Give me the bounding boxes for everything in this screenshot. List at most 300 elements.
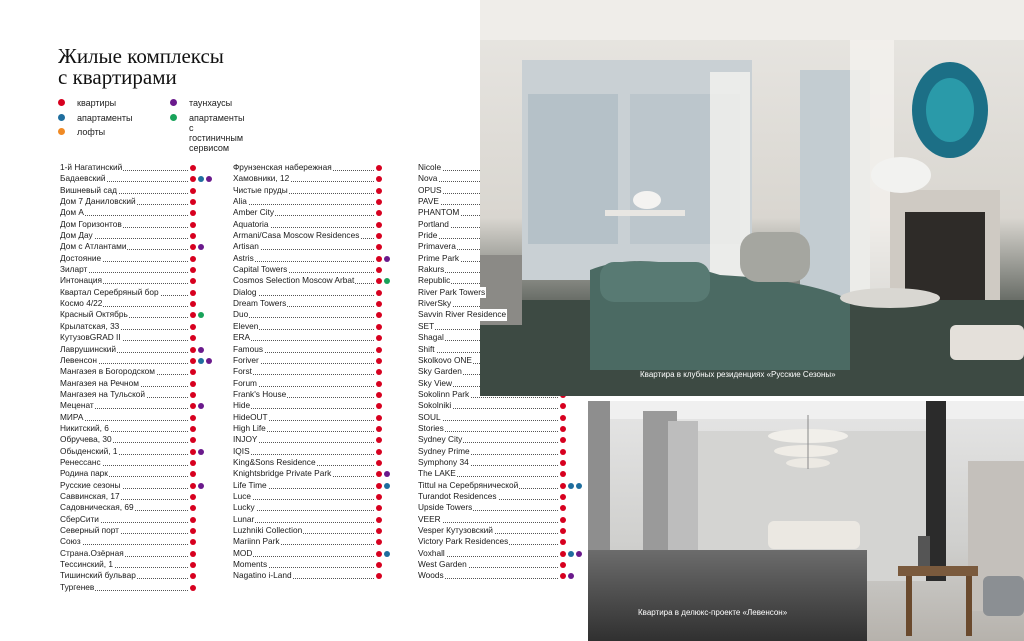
apartments-marker-icon bbox=[190, 358, 196, 364]
aparts-marker-icon bbox=[198, 176, 204, 182]
apartments-marker-icon bbox=[560, 483, 566, 489]
apartments-marker-icon bbox=[190, 426, 196, 432]
complex-name: PHANTOM bbox=[418, 207, 460, 218]
list-item bbox=[60, 162, 210, 173]
type-markers bbox=[190, 324, 196, 330]
apartments-marker-icon bbox=[376, 437, 382, 443]
list-item bbox=[233, 559, 393, 570]
complex-name: Luce bbox=[233, 490, 251, 501]
photo-caption: Квартира в делюкс-проекте «Левенсон» bbox=[638, 608, 788, 617]
type-markers bbox=[376, 403, 382, 409]
type-markers bbox=[376, 290, 382, 296]
list-item bbox=[418, 434, 580, 445]
type-markers bbox=[190, 347, 204, 353]
list-item bbox=[233, 219, 393, 230]
complex-name: Фрунзенская набережная bbox=[233, 162, 332, 172]
apartments-marker-icon bbox=[560, 449, 566, 455]
type-markers bbox=[560, 562, 566, 568]
complex-name: Sky Garden bbox=[418, 366, 462, 377]
list-item bbox=[418, 514, 580, 525]
legend-label: таунхаусы bbox=[189, 98, 233, 108]
type-markers bbox=[376, 551, 390, 557]
apartments-marker-icon bbox=[376, 188, 382, 194]
apartments-marker-icon bbox=[376, 517, 382, 523]
list-item bbox=[60, 173, 210, 184]
apartments-marker-icon bbox=[190, 278, 196, 284]
list-item bbox=[60, 309, 210, 320]
type-markers bbox=[376, 392, 382, 398]
apartments-marker-icon bbox=[190, 471, 196, 477]
complex-name: Armani/Casa Moscow Residences bbox=[233, 230, 360, 241]
type-markers bbox=[376, 199, 382, 205]
complex-name: Mariinn Park bbox=[233, 536, 280, 547]
complex-name: Союз bbox=[60, 536, 81, 547]
apartments-marker-icon bbox=[376, 324, 382, 330]
list-item bbox=[418, 400, 580, 411]
complex-name: Дом Горизонтов bbox=[60, 218, 122, 229]
list-item bbox=[233, 207, 393, 218]
type-markers bbox=[560, 528, 566, 534]
apartments-marker-icon bbox=[376, 471, 382, 477]
list-item bbox=[60, 264, 210, 275]
type-markers bbox=[560, 426, 566, 432]
aparts-marker-icon bbox=[568, 483, 574, 489]
type-markers bbox=[560, 471, 566, 477]
complex-name: SET bbox=[418, 320, 435, 331]
complex-name: Woods bbox=[418, 570, 444, 581]
type-markers bbox=[560, 573, 574, 579]
list-item bbox=[233, 162, 393, 173]
list-item bbox=[60, 355, 210, 366]
type-markers bbox=[190, 267, 196, 273]
complex-name: OPUS bbox=[418, 184, 442, 195]
apartments-marker-icon bbox=[190, 483, 196, 489]
apartments-marker-icon bbox=[376, 267, 382, 273]
list-item bbox=[418, 548, 580, 559]
complex-name: Prime Park bbox=[418, 252, 460, 263]
apartments-marker-icon bbox=[560, 494, 566, 500]
type-markers bbox=[190, 483, 204, 489]
apartments-marker-icon bbox=[560, 403, 566, 409]
list-item bbox=[233, 287, 393, 298]
apartments-marker-icon bbox=[376, 210, 382, 216]
type-markers bbox=[560, 403, 566, 409]
type-markers bbox=[376, 528, 382, 534]
list-item bbox=[233, 434, 393, 445]
apartments-marker-icon bbox=[190, 415, 196, 421]
aparts-marker-icon bbox=[576, 483, 582, 489]
list-item bbox=[60, 514, 210, 525]
dot-leader bbox=[233, 408, 374, 409]
type-markers bbox=[376, 324, 382, 330]
townhouses-marker-icon bbox=[198, 347, 204, 353]
complex-name: MOD bbox=[233, 547, 253, 558]
type-markers bbox=[190, 176, 212, 182]
complex-name: Savvin River Residence bbox=[418, 309, 507, 320]
complex-name: Upside Towers bbox=[418, 502, 473, 513]
dot-leader bbox=[233, 340, 374, 341]
complex-name: Sokolinn Park bbox=[418, 388, 470, 399]
list-item bbox=[233, 378, 393, 389]
complex-name: Саввинская, 17 bbox=[60, 490, 120, 501]
list-item bbox=[60, 491, 210, 502]
type-markers bbox=[376, 369, 382, 375]
orange-dot-icon bbox=[58, 128, 65, 135]
list-item bbox=[233, 457, 393, 468]
list-item bbox=[233, 366, 393, 377]
townhouses-marker-icon bbox=[384, 256, 390, 262]
apartments-marker-icon bbox=[560, 471, 566, 477]
complex-name: Дом А bbox=[60, 207, 84, 218]
type-markers bbox=[190, 585, 196, 591]
list-item bbox=[233, 230, 393, 241]
complex-name: ERA bbox=[233, 332, 251, 343]
legend-item-lofts bbox=[58, 127, 105, 137]
complex-name: Dream Towers bbox=[233, 298, 287, 309]
apartments-marker-icon bbox=[376, 505, 382, 511]
complex-name: PAVE bbox=[418, 196, 439, 207]
complex-name: Тессинский, 1 bbox=[60, 559, 114, 570]
apartments-marker-icon bbox=[376, 528, 382, 534]
complex-name: Frank's House bbox=[233, 388, 287, 399]
apartments-marker-icon bbox=[376, 358, 382, 364]
complex-name: Бадаевский bbox=[60, 173, 106, 184]
townhouses-marker-icon bbox=[576, 551, 582, 557]
apartments-marker-icon bbox=[190, 210, 196, 216]
apartments-marker-icon bbox=[376, 233, 382, 239]
list-item bbox=[60, 389, 210, 400]
apartments-marker-icon bbox=[190, 517, 196, 523]
complex-name: Shift bbox=[418, 343, 435, 354]
complex-name: Дом Дау bbox=[60, 230, 93, 241]
complex-name: Hide bbox=[233, 400, 251, 411]
apartments-marker-icon bbox=[376, 222, 382, 228]
list-item bbox=[60, 446, 210, 457]
list-item bbox=[60, 344, 210, 355]
list-item bbox=[233, 275, 393, 286]
type-markers bbox=[190, 358, 212, 364]
complex-name: Forum bbox=[233, 377, 257, 388]
list-item bbox=[418, 502, 580, 513]
apartments-marker-icon bbox=[560, 528, 566, 534]
type-markers bbox=[560, 483, 582, 489]
complex-name: Lucky bbox=[233, 502, 255, 513]
list-item bbox=[60, 287, 210, 298]
complex-name: Красный Октябрь bbox=[60, 309, 128, 320]
list-item bbox=[60, 570, 210, 581]
list-item bbox=[60, 298, 210, 309]
list-item bbox=[418, 536, 580, 547]
serviced-marker-icon bbox=[384, 278, 390, 284]
complex-name: Duo bbox=[233, 309, 249, 320]
apartments-marker-icon bbox=[190, 301, 196, 307]
list-item bbox=[60, 230, 210, 241]
complex-name: Life Time bbox=[233, 479, 267, 490]
apartments-marker-icon bbox=[560, 539, 566, 545]
complex-name: Мангазея в Богородском bbox=[60, 366, 155, 377]
complex-name: Moments bbox=[233, 559, 268, 570]
complex-name: Knightsbridge Private Park bbox=[233, 468, 332, 479]
type-markers bbox=[376, 335, 382, 341]
complex-name: Страна.Озёрная bbox=[60, 547, 124, 558]
townhouses-marker-icon bbox=[206, 176, 212, 182]
complex-name: King&Sons Residence bbox=[233, 456, 316, 467]
complex-name: River Park Towers bbox=[418, 286, 486, 297]
complex-name: Portland bbox=[418, 218, 449, 229]
complex-name: Aquatoria bbox=[233, 218, 269, 229]
type-markers bbox=[190, 210, 196, 216]
list-item bbox=[418, 480, 580, 491]
complex-name: Shagal bbox=[418, 332, 444, 343]
list-item bbox=[60, 321, 210, 332]
type-markers bbox=[190, 415, 196, 421]
complex-name: Dialog bbox=[233, 286, 257, 297]
apartments-marker-icon bbox=[376, 415, 382, 421]
complex-name: МИРА bbox=[60, 411, 84, 422]
apartments-marker-icon bbox=[560, 573, 566, 579]
type-markers bbox=[190, 449, 204, 455]
list-item bbox=[418, 423, 580, 434]
apartments-marker-icon bbox=[190, 267, 196, 273]
type-markers bbox=[190, 301, 196, 307]
complex-name: Victory Park Residences bbox=[418, 536, 509, 547]
type-markers bbox=[190, 573, 196, 579]
type-markers bbox=[190, 517, 196, 523]
complex-name: Тургенев bbox=[60, 581, 95, 592]
list-item bbox=[233, 344, 393, 355]
complex-name: Зиларт bbox=[60, 264, 88, 275]
list-item bbox=[60, 548, 210, 559]
townhouses-marker-icon bbox=[198, 483, 204, 489]
apartments-marker-icon bbox=[560, 460, 566, 466]
complex-name: HideOUT bbox=[233, 411, 268, 422]
list-item bbox=[60, 400, 210, 411]
list-item bbox=[418, 412, 580, 423]
type-markers bbox=[376, 176, 382, 182]
type-markers bbox=[190, 505, 196, 511]
type-markers bbox=[376, 358, 382, 364]
type-markers bbox=[376, 494, 382, 500]
list-item bbox=[233, 298, 393, 309]
title-line-1: Жилые комплексы bbox=[58, 44, 224, 68]
complex-name: Luzhniki Collection bbox=[233, 525, 303, 535]
list-item bbox=[233, 264, 393, 275]
apartments-marker-icon bbox=[190, 165, 196, 171]
list-item bbox=[233, 400, 393, 411]
complex-name: Sydney Prime bbox=[418, 445, 470, 456]
apartments-marker-icon bbox=[190, 369, 196, 375]
type-markers bbox=[190, 426, 196, 432]
type-markers bbox=[376, 244, 382, 250]
type-markers bbox=[376, 301, 382, 307]
dot-leader bbox=[233, 204, 374, 205]
apartments-marker-icon bbox=[376, 244, 382, 250]
complex-name: СберСити bbox=[60, 513, 99, 524]
apartments-marker-icon bbox=[376, 312, 382, 318]
list-item bbox=[233, 389, 393, 400]
complex-name: Обыденский, 1 bbox=[60, 445, 118, 456]
type-markers bbox=[560, 449, 566, 455]
purple-dot-icon bbox=[170, 99, 177, 106]
type-markers bbox=[376, 437, 382, 443]
apartments-marker-icon bbox=[376, 562, 382, 568]
complex-name: Primavera bbox=[418, 241, 456, 252]
townhouses-marker-icon bbox=[198, 403, 204, 409]
complex-name: Astris bbox=[233, 252, 254, 263]
apartments-marker-icon bbox=[560, 517, 566, 523]
apartments-marker-icon bbox=[560, 551, 566, 557]
apartments-marker-icon bbox=[376, 426, 382, 432]
type-markers bbox=[190, 233, 196, 239]
list-item bbox=[60, 457, 210, 468]
complex-name: Republic bbox=[418, 275, 451, 286]
apartments-marker-icon bbox=[190, 573, 196, 579]
type-markers bbox=[376, 449, 382, 455]
photo-caption: Квартира в клубных резиденциях «Русские Сезоны» bbox=[640, 370, 836, 379]
apartments-marker-icon bbox=[560, 415, 566, 421]
complex-list-column-2 bbox=[233, 162, 393, 582]
complex-name: Чистые пруды bbox=[233, 184, 288, 195]
type-markers bbox=[560, 517, 566, 523]
page-title bbox=[58, 46, 224, 88]
list-item bbox=[60, 480, 210, 491]
aparts-marker-icon bbox=[384, 551, 390, 557]
complex-name: Skolkovo ONE bbox=[418, 354, 472, 365]
complex-name: Forst bbox=[233, 366, 252, 377]
list-item bbox=[60, 196, 210, 207]
list-item bbox=[233, 321, 393, 332]
complex-name: RiverSky bbox=[418, 298, 452, 309]
complex-name: Космо 4/22 bbox=[60, 298, 103, 309]
apartments-marker-icon bbox=[560, 562, 566, 568]
legend-item-serviced bbox=[170, 113, 244, 153]
type-markers bbox=[376, 562, 382, 568]
complex-name: Интонация bbox=[60, 275, 102, 286]
complex-name: The LAKE bbox=[418, 468, 456, 479]
complex-name: Садовническая, 69 bbox=[60, 502, 134, 513]
list-item bbox=[233, 423, 393, 434]
type-markers bbox=[376, 312, 382, 318]
serviced-marker-icon bbox=[198, 312, 204, 318]
apartments-marker-icon bbox=[376, 256, 382, 262]
type-markers bbox=[190, 188, 196, 194]
type-markers bbox=[190, 165, 196, 171]
list-item bbox=[233, 446, 393, 457]
apartments-marker-icon bbox=[190, 381, 196, 387]
complex-name: Stories bbox=[418, 422, 444, 433]
apartments-marker-icon bbox=[560, 505, 566, 511]
apartments-marker-icon bbox=[190, 437, 196, 443]
type-markers bbox=[190, 539, 196, 545]
legend-label: лофты bbox=[77, 127, 106, 137]
legend-item-apartments bbox=[58, 98, 116, 108]
complex-name: Лаврушинский bbox=[60, 343, 117, 354]
type-markers bbox=[190, 403, 204, 409]
complex-name: High Life bbox=[233, 422, 266, 433]
complex-name: Cosmos Selection Moscow Arbat bbox=[233, 275, 355, 286]
apartments-marker-icon bbox=[190, 449, 196, 455]
complex-name: Хамовники, 12 bbox=[233, 173, 290, 184]
type-markers bbox=[560, 437, 566, 443]
dot-leader bbox=[233, 317, 374, 318]
apartments-marker-icon bbox=[190, 585, 196, 591]
townhouses-marker-icon bbox=[198, 449, 204, 455]
apartments-marker-icon bbox=[190, 290, 196, 296]
complex-name: IQIS bbox=[233, 445, 250, 456]
complex-name: Symphony 34 bbox=[418, 456, 469, 467]
apartments-marker-icon bbox=[190, 392, 196, 398]
complex-name: Крылатская, 33 bbox=[60, 320, 120, 331]
complex-name: SOUL bbox=[418, 411, 441, 422]
complex-name: Дом 7 Даниловский bbox=[60, 196, 136, 207]
list-item bbox=[418, 525, 580, 536]
apartments-marker-icon bbox=[190, 312, 196, 318]
apartments-marker-icon bbox=[376, 573, 382, 579]
complex-name: Capital Towers bbox=[233, 264, 288, 275]
apartments-marker-icon bbox=[376, 381, 382, 387]
complex-list-column-1 bbox=[60, 162, 210, 593]
type-markers bbox=[376, 415, 382, 421]
apartments-marker-icon bbox=[376, 494, 382, 500]
list-item bbox=[233, 196, 393, 207]
complex-name: Обручева, 30 bbox=[60, 434, 112, 445]
apartments-marker-icon bbox=[376, 403, 382, 409]
list-item bbox=[418, 559, 580, 570]
type-markers bbox=[376, 471, 390, 477]
apartments-marker-icon bbox=[376, 539, 382, 545]
type-markers bbox=[376, 347, 382, 353]
complex-name: Turandot Residences bbox=[418, 490, 497, 501]
apartments-marker-icon bbox=[190, 244, 196, 250]
complex-name: Nagatino i-Land bbox=[233, 570, 292, 581]
apartments-marker-icon bbox=[190, 403, 196, 409]
list-item bbox=[233, 355, 393, 366]
list-item bbox=[60, 332, 210, 343]
living-room-illustration bbox=[480, 0, 1024, 396]
dot-leader bbox=[233, 499, 374, 500]
list-item bbox=[60, 378, 210, 389]
complex-name: Lunar bbox=[233, 513, 255, 524]
type-markers bbox=[560, 460, 566, 466]
list-item bbox=[60, 468, 210, 479]
complex-name: Famous bbox=[233, 343, 263, 354]
complex-name: Родина парк bbox=[60, 468, 108, 479]
complex-name: West Garden bbox=[418, 559, 467, 570]
complex-name: Мангазея на Речном bbox=[60, 377, 139, 388]
complex-name: Rakurs bbox=[418, 264, 445, 275]
complex-name: Tittul на Серебрянической bbox=[418, 479, 519, 490]
type-markers bbox=[376, 381, 382, 387]
apartments-marker-icon bbox=[376, 347, 382, 353]
complex-name: Квартал Серебряный бор bbox=[60, 286, 159, 297]
list-item bbox=[233, 185, 393, 196]
apartments-marker-icon bbox=[190, 494, 196, 500]
apartments-marker-icon bbox=[190, 188, 196, 194]
list-item bbox=[233, 525, 393, 536]
complex-name: Мангазея на Тульской bbox=[60, 388, 146, 399]
type-markers bbox=[190, 290, 196, 296]
type-markers bbox=[190, 312, 204, 318]
type-markers bbox=[190, 335, 196, 341]
living-room-photo bbox=[480, 0, 1024, 396]
list-item bbox=[233, 468, 393, 479]
type-markers bbox=[376, 256, 390, 262]
dot-leader bbox=[233, 556, 374, 557]
list-item bbox=[233, 309, 393, 320]
list-item bbox=[60, 219, 210, 230]
apartments-marker-icon bbox=[376, 392, 382, 398]
type-markers bbox=[376, 188, 382, 194]
